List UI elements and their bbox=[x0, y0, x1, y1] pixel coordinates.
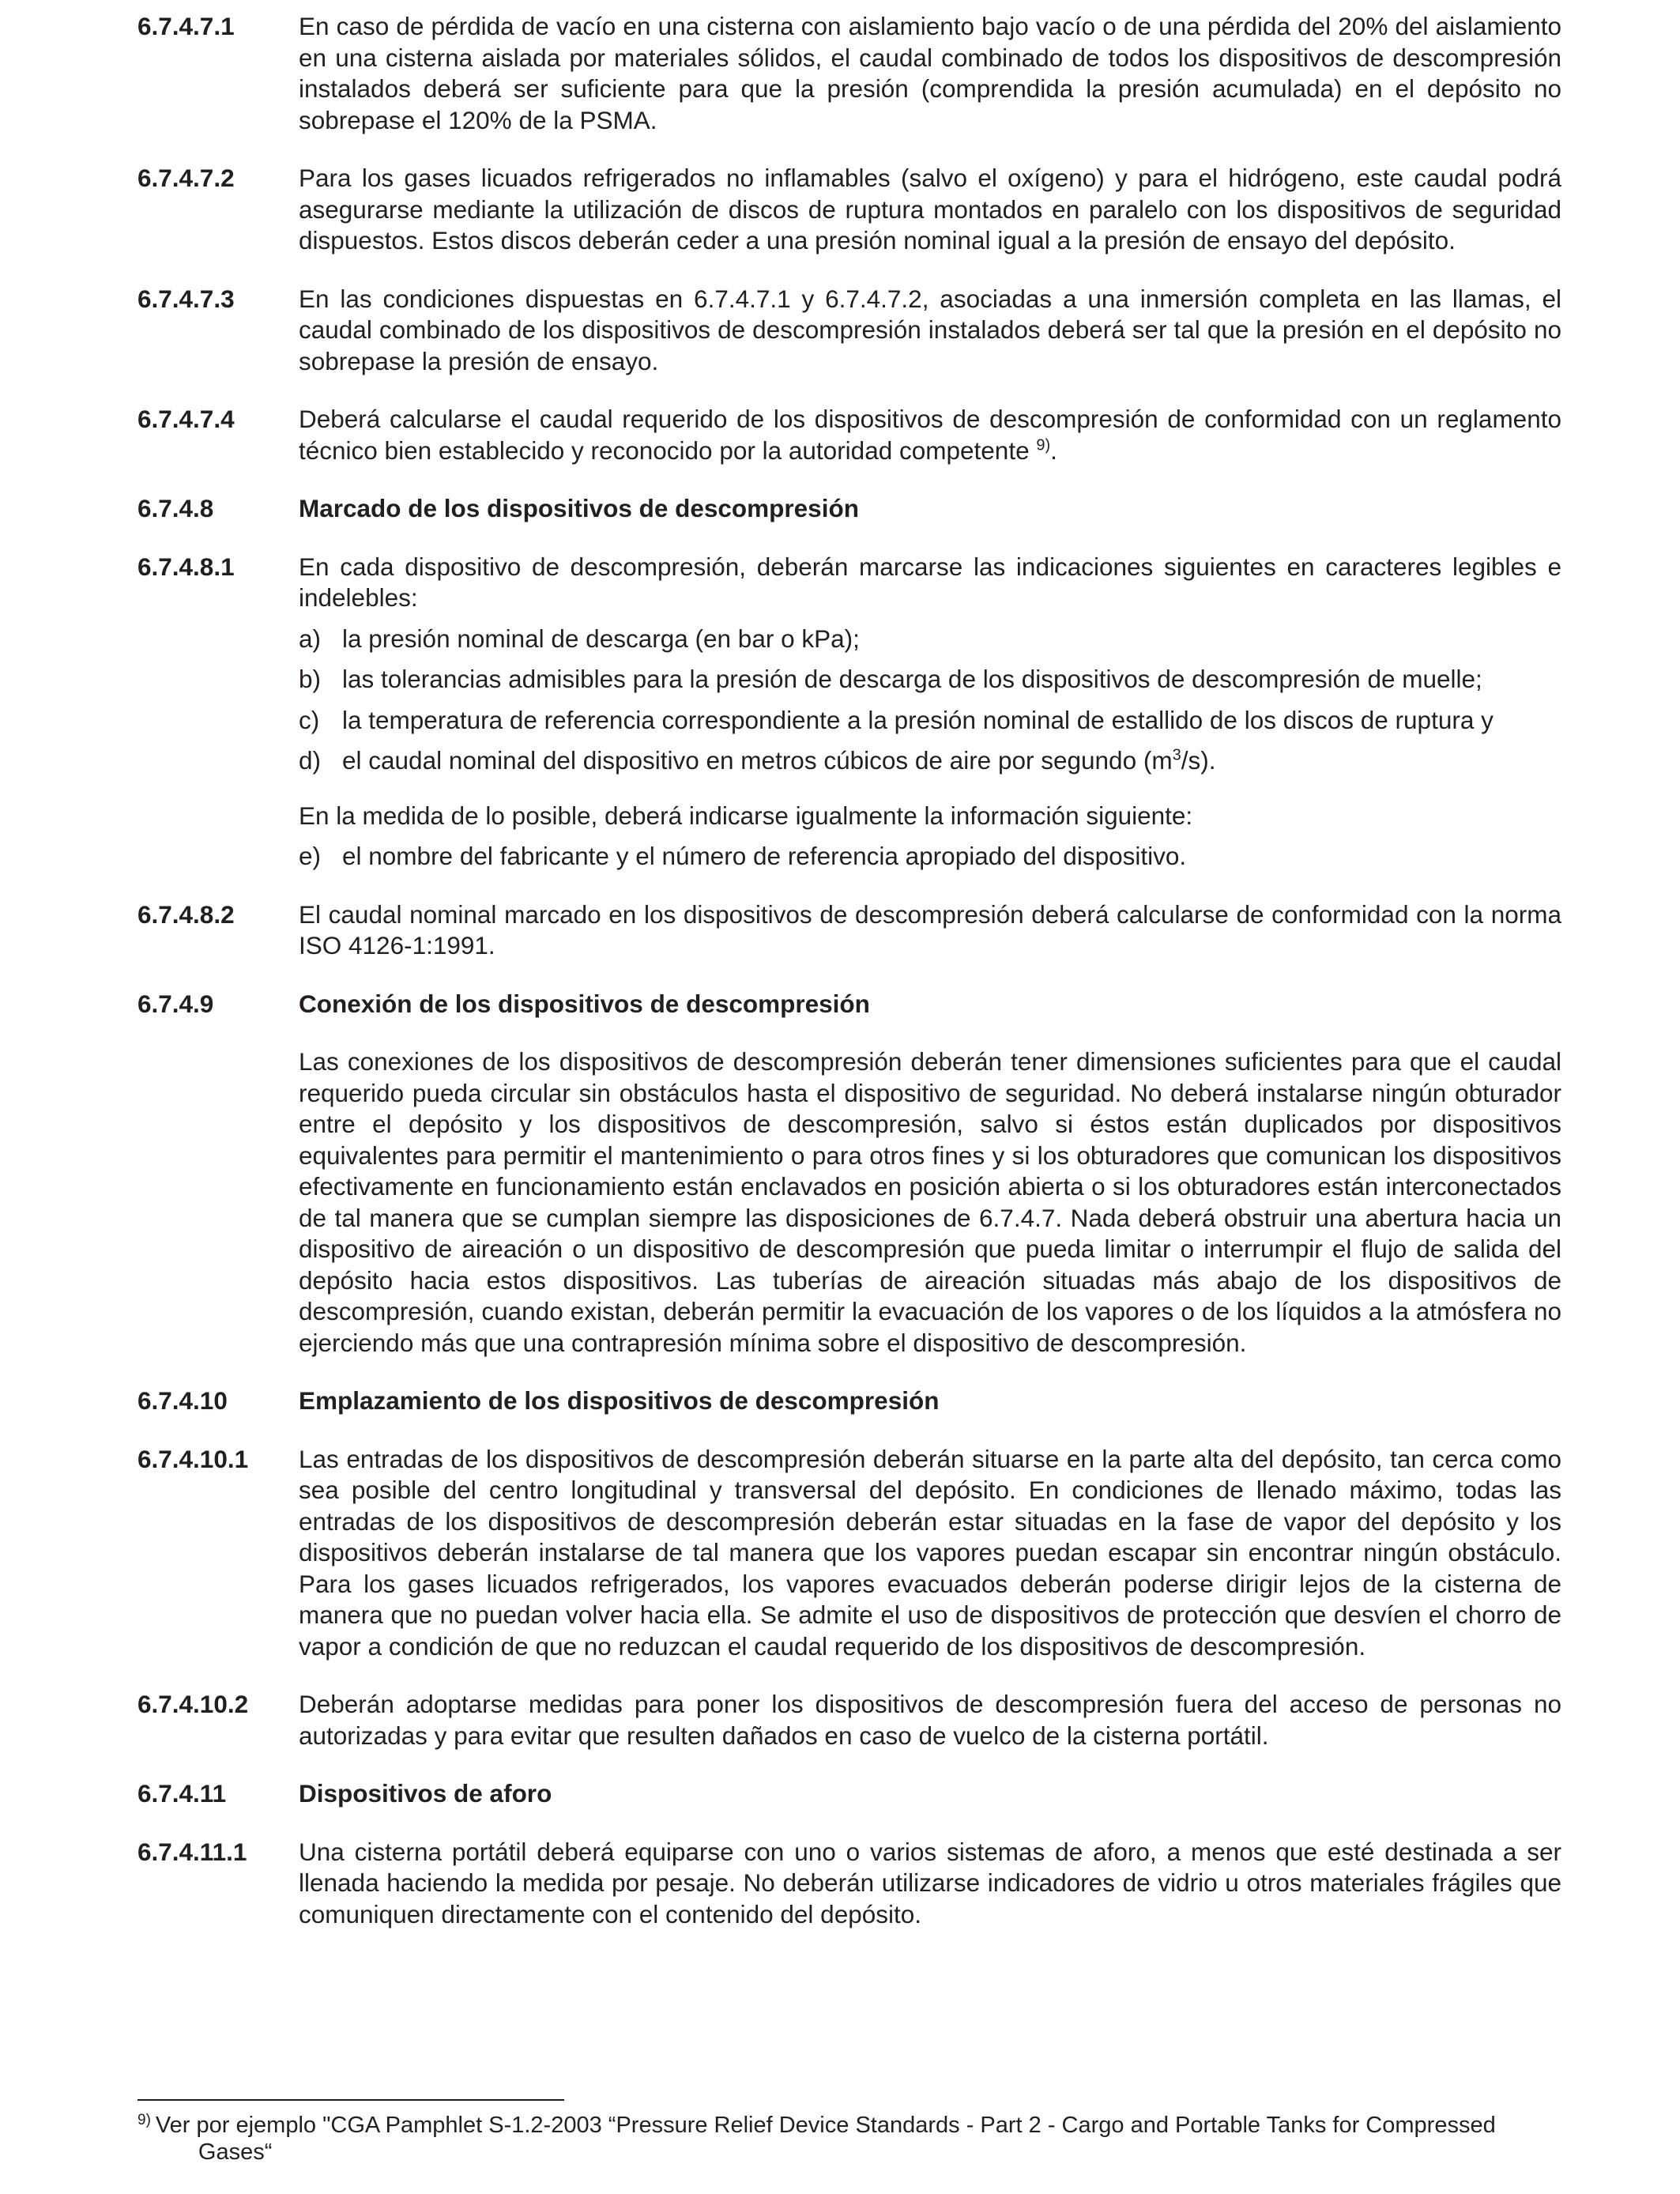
section-text: Deberán adoptarse medidas para poner los dispositivos de descompresión fuera del acceso de personas no autorizadas y para evitar que resulten dañados en caso de vuelco de la cisterna portátil. bbox=[299, 1690, 1561, 1750]
section-text-extra: En la medida de lo posible, deberá indicarse igualmente la información siguiente: bbox=[299, 801, 1193, 830]
section-text: Una cisterna portátil deberá equiparse con uno o varios sistemas de aforo, a menos que esté destinada a ser llenada haciendo la medida por pesaje. No deberán utilizarse indicadores de vidrio u otros materiales frágiles que comuniquen directamente con el contenido del depósito. bbox=[299, 1837, 1561, 1928]
section-text: En las condiciones dispuestas en 6.7.4.7.1 y 6.7.4.7.2, asociadas a una inmersión completa en las llamas, el caudal combinado de los dispositivos de descompresión instalados deberá ser tal que la presión en el depósito no sobrepase la presión de ensayo. bbox=[299, 284, 1561, 375]
list-item-text: la temperatura de referencia correspondiente a la presión nominal de estallido de los discos de ruptura y bbox=[342, 705, 1494, 734]
superscript: 3 bbox=[1172, 746, 1181, 764]
list-item-text-tail: /s). bbox=[1181, 746, 1216, 775]
section-heading: Emplazamiento de los dispositivos de descompresión bbox=[299, 1386, 940, 1415]
list-item-label: d) bbox=[299, 746, 322, 775]
section-number: 6.7.4.10 bbox=[137, 1386, 228, 1415]
section-6-7-4-9-body bbox=[137, 1046, 1561, 1359]
section-text: El caudal nominal marcado en los dispositivos de descompresión deberá calcularse de conformidad con la norma ISO 4126-1:1991. bbox=[299, 899, 1561, 959]
section-6-7-4-7-3 bbox=[137, 284, 1561, 378]
section-number bbox=[137, 1046, 299, 1359]
list-item bbox=[299, 664, 1561, 696]
list-item-label: e) bbox=[299, 842, 322, 870]
section-6-7-4-8 bbox=[137, 493, 1561, 525]
section-number: 6.7.4.10.1 bbox=[137, 1444, 249, 1473]
marking-list bbox=[299, 624, 1561, 777]
footnote-separator bbox=[137, 2099, 564, 2101]
section-content bbox=[299, 552, 1561, 873]
footnote-mark: 9) bbox=[137, 2112, 151, 2128]
section-6-7-4-11 bbox=[137, 1778, 1561, 1810]
section-text: Las entradas de los dispositivos de descompresión deberán situarse en la parte alta del depósito, tan cerca como sea posible del centro longitudinal y transversal del depósito. En condiciones de llenado máximo, todas las entradas de los dispositivos de descompresión deberán estar situadas en la fase de vapor del depósito y los dispositivos deberán instalarse de tal manera que los vapores puedan escapar sin encontrar ningún obstáculo. Para los gases licuados refrigerados, los vapores evacuados deberán poderse dirigir lejos de la cisterna de manera que no puedan volver hacia ella. Se admite el uso de dispositivos de protección que desvíen el chorro de vapor a condición de que no reduzcan el caudal requerido de los dispositivos de descompresión. bbox=[299, 1444, 1561, 1661]
footnote-line: Gases“ bbox=[198, 2139, 273, 2165]
section-heading: Dispositivos de aforo bbox=[299, 1779, 552, 1808]
section-6-7-4-10 bbox=[137, 1385, 1561, 1417]
section-6-7-4-7-4 bbox=[137, 404, 1561, 466]
list-item-label: b) bbox=[299, 665, 322, 693]
section-number: 6.7.4.7.4 bbox=[137, 405, 235, 433]
section-number: 6.7.4.8 bbox=[137, 494, 214, 522]
list-item-text: el nombre del fabricante y el número de referencia apropiado del dispositivo. bbox=[342, 842, 1187, 870]
list-item bbox=[299, 745, 1561, 777]
section-6-7-4-10-1 bbox=[137, 1444, 1561, 1663]
section-number: 6.7.4.7.2 bbox=[137, 164, 235, 192]
list-item bbox=[299, 624, 1561, 655]
document-body bbox=[137, 11, 1561, 1930]
section-number: 6.7.4.11 bbox=[137, 1779, 227, 1808]
list-item bbox=[299, 705, 1561, 737]
section-text-tail: . bbox=[1050, 435, 1057, 465]
extra-list bbox=[299, 841, 1561, 873]
section-text: En cada dispositivo de descompresión, deberán marcarse las indicaciones siguientes en caracteres legibles e indelebles: bbox=[299, 552, 1561, 612]
list-item bbox=[299, 841, 1561, 873]
section-number: 6.7.4.8.2 bbox=[137, 899, 235, 929]
section-number: 6.7.4.10.2 bbox=[137, 1690, 249, 1718]
list-item-label: a) bbox=[299, 624, 322, 653]
section-text: En caso de pérdida de vacío en una cisterna con aislamiento bajo vacío o de una pérdida del 20% del aislamiento en una cisterna aislada por materiales sólidos, el caudal combinado de todos los dispositivos de descompresión instalados deberá ser suficiente para que la presión (comprendida la presión acumulada) en el depósito no sobrepase el 120% de la PSMA. bbox=[299, 12, 1561, 134]
section-6-7-4-7-1 bbox=[137, 11, 1561, 136]
section-6-7-4-7-2 bbox=[137, 163, 1561, 257]
section-number: 6.7.4.7.3 bbox=[137, 284, 235, 313]
section-heading: Marcado de los dispositivos de descompresión bbox=[299, 494, 859, 522]
footnote-line: Ver por ejemplo "CGA Pamphlet S-1.2-2003 “Pressure Relief Device Standards - Part 2 - Cargo and Portable Tanks for Compressed bbox=[155, 2113, 1496, 2138]
list-item-text bbox=[342, 745, 1561, 777]
section-text: Las conexiones de los dispositivos de descompresión deberán tener dimensiones suficientes para que el caudal requerido pueda circular sin obstáculos hasta el dispositivo de seguridad. No deberá instalarse ningún obturador entre el depósito y los dispositivos de descompresión, salvo si éstos están duplicados por dispositivos equivalentes para permitir el mantenimiento o para otros fines y si los obturadores que comunican los dispositivos efectivamente en funcionamiento están enclavados en posición abierta o si los obturadores están interconectados de tal manera que se cumplan siempre las disposiciones de 6.7.4.7. Nada deberá obstruir una abertura hacia un dispositivo de aireación o un dispositivo de descompresión que pueda limitar o interrumpir el flujo de salida del depósito hacia estos dispositivos. Las tuberías de aireación situadas más abajo de los dispositivos de descompresión, cuando existan, deberán permitir la evacuación de los vapores o de los líquidos a la atmósfera no ejerciendo más que una contrapresión mínima sobre el dispositivo de descompresión. bbox=[299, 1047, 1561, 1357]
list-item-text: las tolerancias admisibles para la presión de descarga de los dispositivos de descompresión de muelle; bbox=[342, 665, 1482, 693]
list-item-text-main: el caudal nominal del dispositivo en metros cúbicos de aire por segundo (m bbox=[342, 746, 1173, 775]
section-text-main: Deberá calcularse el caudal requerido de los dispositivos de descompresión de conformidad con un reglamento técnico bien establecido y reconocido por la autoridad competente bbox=[299, 405, 1561, 465]
section-number: 6.7.4.11.1 bbox=[137, 1837, 247, 1866]
section-text bbox=[299, 404, 1561, 466]
footnote-reference[interactable]: 9) bbox=[1036, 436, 1051, 454]
section-number: 6.7.4.7.1 bbox=[137, 12, 235, 40]
section-6-7-4-10-2 bbox=[137, 1689, 1561, 1751]
section-text: Para los gases licuados refrigerados no inflamables (salvo el oxígeno) y para el hidrógeno, este caudal podrá asegurarse mediante la utilización de discos de ruptura montados en paralelo con los dispositivos de seguridad dispuestos. Estos discos deberán ceder a una presión nominal igual a la presión de ensayo del depósito. bbox=[299, 164, 1561, 254]
section-6-7-4-11-1 bbox=[137, 1837, 1561, 1931]
list-item-label: c) bbox=[299, 705, 320, 734]
section-number: 6.7.4.8.1 bbox=[137, 552, 235, 581]
section-6-7-4-9 bbox=[137, 989, 1561, 1020]
section-heading: Conexión de los dispositivos de descompresión bbox=[299, 989, 870, 1018]
footnote-text bbox=[156, 2112, 1561, 2166]
footnote bbox=[137, 2112, 1561, 2166]
section-6-7-4-8-1 bbox=[137, 552, 1561, 873]
section-6-7-4-8-2 bbox=[137, 899, 1561, 962]
list-item-text: la presión nominal de descarga (en bar o kPa); bbox=[342, 624, 860, 653]
section-number: 6.7.4.9 bbox=[137, 989, 214, 1018]
